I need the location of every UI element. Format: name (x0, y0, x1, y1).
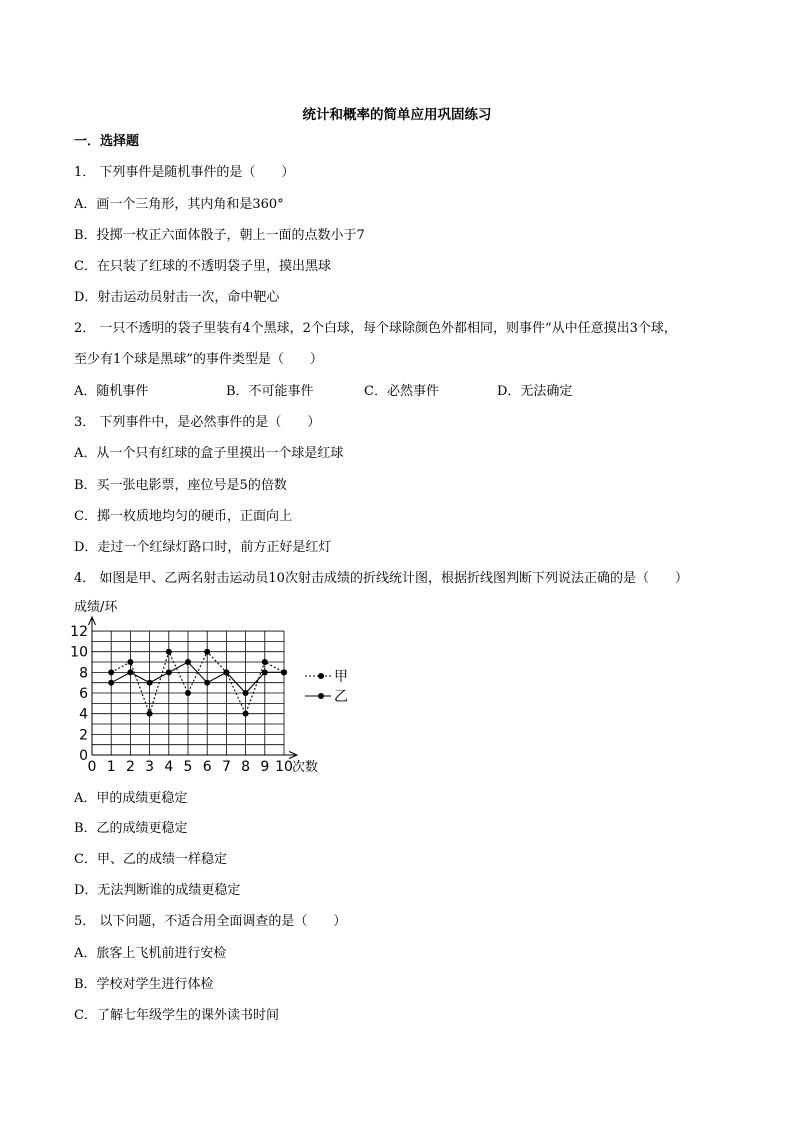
data-point (185, 690, 191, 696)
y-tick-label: 10 (70, 644, 88, 661)
q3-option-a: A．从一个只有红球的盒子里摸出一个球是红球 (74, 446, 344, 461)
q2-stem-line2: 至少有1个球是黑球”的事件类型是（ ） (74, 352, 323, 367)
x-tick-label: 6 (202, 759, 212, 775)
q1-option-c: C．在只装了红球的不透明袋子里，摸出黑球 (74, 259, 331, 274)
data-point (281, 669, 287, 675)
x-tick-label: 7 (221, 759, 231, 775)
page-title: 统计和概率的简单应用巩固练习 (302, 107, 492, 123)
data-point (108, 680, 114, 686)
data-point (147, 680, 153, 686)
x-tick-label: 1 (106, 759, 116, 775)
q2-stem-line1: 2． 一只不透明的袋子里装有4个黑球，2个白球，每个球除颜色外都相同，则事件“从中任意摸出3个球， (74, 321, 677, 336)
data-point (262, 669, 268, 675)
q2-option-d: D．无法确定 (497, 384, 573, 399)
data-point (108, 669, 114, 675)
q3-option-c: C．掷一枚质地均匀的硬币，正面向上 (74, 509, 292, 524)
x-tick-label: 9 (260, 759, 270, 775)
y-tick-label: 12 (70, 624, 88, 641)
x-tick-label: 2 (125, 759, 135, 775)
data-point (185, 659, 191, 665)
q5-stem: 5． 以下问题，不适合用全面调查的是（ ） (74, 914, 347, 929)
q4-option-a: A．甲的成绩更稳定 (74, 791, 188, 806)
y-tick-label: 8 (79, 665, 88, 682)
data-point (243, 711, 249, 717)
q3-option-b: B．买一张电影票，座位号是5的倍数 (74, 478, 287, 493)
data-point (166, 649, 172, 655)
section-heading: 一．选择题 (74, 134, 140, 149)
q4-option-b: B．乙的成绩更稳定 (74, 821, 188, 836)
shooting-scores-line-chart (72, 598, 372, 778)
x-tick-label: 0 (87, 759, 97, 775)
q2-option-c: C．必然事件 (364, 384, 439, 399)
y-tick-label: 2 (79, 727, 88, 744)
q2-option-b: B．不可能事件 (226, 384, 314, 399)
y-tick-label: 0 (79, 748, 88, 764)
y-axis-label: 成绩/环 (74, 600, 118, 615)
q1-option-d: D．射击运动员射击一次，命中靶心 (74, 290, 280, 305)
y-tick-label: 4 (79, 706, 88, 723)
data-point (127, 659, 133, 665)
data-point (127, 669, 133, 675)
data-point (204, 680, 210, 686)
data-point (262, 659, 268, 665)
x-axis-label: 次数 (292, 760, 319, 775)
q3-stem: 3． 下列事件中，是必然事件的是（ ） (74, 415, 321, 430)
data-point (166, 669, 172, 675)
q1-option-b: B．投掷一枚正六面体骰子，朝上一面的点数小于7 (74, 228, 365, 243)
q4-option-d: D．无法判断谁的成绩更稳定 (74, 883, 241, 898)
legend-marker-1 (318, 693, 324, 699)
q1-stem: 1． 下列事件是随机事件的是（ ） (74, 165, 295, 180)
x-tick-label: 4 (164, 759, 174, 775)
data-point (204, 649, 210, 655)
legend-label-1: 乙 (334, 689, 348, 705)
legend-marker-0 (318, 673, 324, 679)
q5-option-b: B．学校对学生进行体检 (74, 977, 214, 992)
q4-stem: 4． 如图是甲、乙两名射击运动员10次射击成绩的折线统计图，根据折线图判断下列说法正确的是（ ） (74, 571, 688, 586)
series-line-1 (111, 662, 284, 693)
x-tick-label: 3 (145, 759, 155, 775)
y-tick-label: 6 (79, 686, 88, 703)
data-point (223, 669, 229, 675)
q3-option-d: D．走过一个红绿灯路口时，前方正好是红灯 (74, 540, 332, 555)
q2-option-a: A．随机事件 (74, 384, 149, 399)
q5-option-a: A．旅客上飞机前进行安检 (74, 946, 227, 961)
q5-option-c: C．了解七年级学生的课外读书时间 (74, 1008, 279, 1023)
legend-label-0: 甲 (334, 669, 348, 685)
data-point (147, 711, 153, 717)
x-tick-label: 5 (183, 759, 193, 775)
x-tick-label: 10 (275, 759, 293, 775)
data-point (243, 690, 249, 696)
x-tick-label: 8 (241, 759, 251, 775)
q4-option-c: C．甲、乙的成绩一样稳定 (74, 852, 227, 867)
q1-option-a: A．画一个三角形，其内角和是360° (74, 197, 284, 212)
